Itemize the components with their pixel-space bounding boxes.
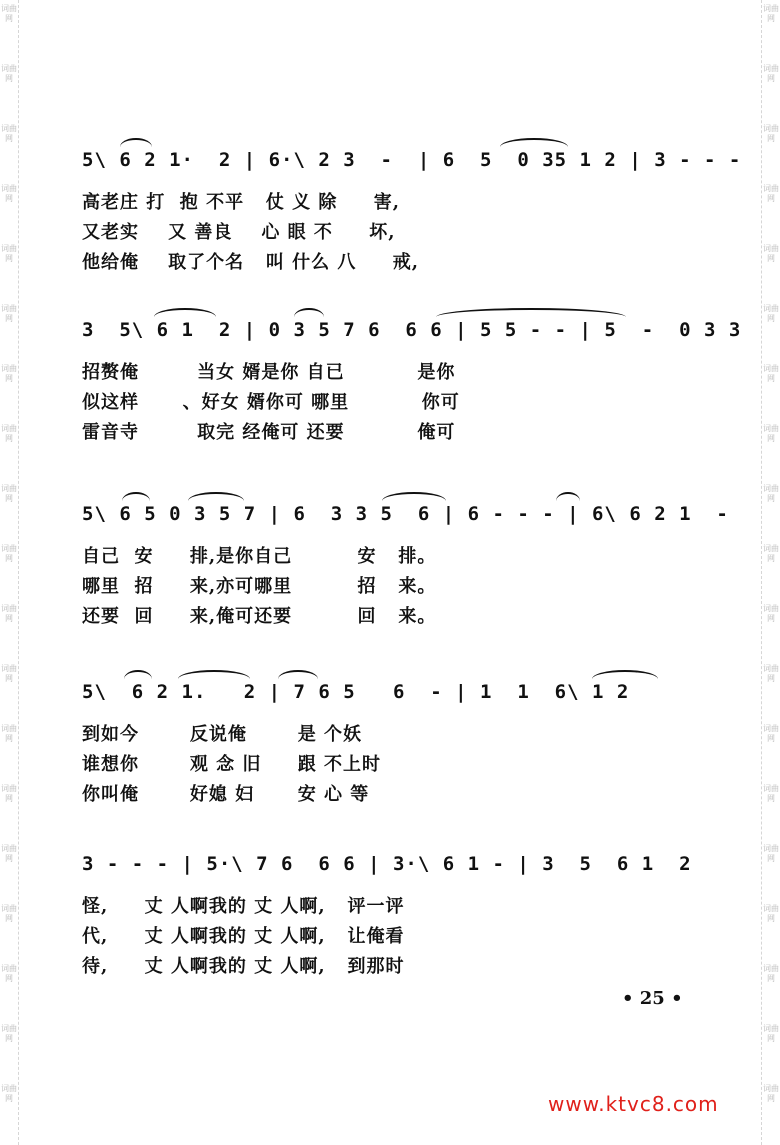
watermark-text: 词曲网 xyxy=(1,664,17,683)
lyric-line: 待, 丈 人啊我的 丈 人啊, 到那时 xyxy=(82,956,405,977)
lyric-line: 谁想你 观 念 旧 跟 不上时 xyxy=(82,754,381,775)
lyric-line: 他给俺 取了个名 叫 什么 八 戒, xyxy=(82,252,419,273)
watermark-text: 词曲网 xyxy=(1,424,17,443)
slur-mark xyxy=(294,308,324,326)
watermark-text: 词曲网 xyxy=(763,184,779,203)
slur-mark xyxy=(382,492,446,510)
lyric-line: 雷音寺 取完 经俺可 还要 俺可 xyxy=(82,422,456,443)
watermark-text: 词曲网 xyxy=(763,364,779,383)
watermark-text: 词曲网 xyxy=(1,1024,17,1043)
watermark-text: 词曲网 xyxy=(1,1084,17,1103)
watermark-text: 词曲网 xyxy=(763,724,779,743)
notation-line: 5\ 6 5 0 3 5 7 | 6 3 3 5 6 | 6 - - - | 6\ 6 2 1 - xyxy=(82,503,729,525)
watermark-text: 词曲网 xyxy=(763,64,779,83)
lyric-line: 代, 丈 人啊我的 丈 人啊, 让俺看 xyxy=(82,926,405,947)
lyric-line: 哪里 招 来,亦可哪里 招 来。 xyxy=(82,576,437,597)
lyric-line: 还要 回 来,俺可还要 回 来。 xyxy=(82,606,437,627)
watermark-text: 词曲网 xyxy=(763,1084,779,1103)
slur-mark xyxy=(122,492,150,510)
notation-line: 5\ 6 2 1. 2 | 7 6 5 6 - | 1 1 6\ 1 2 xyxy=(82,681,630,703)
watermark-text: 词曲网 xyxy=(1,544,17,563)
lyric-line: 自己 安 排,是你自己 安 排。 xyxy=(82,546,437,567)
watermark-text: 词曲网 xyxy=(1,184,17,203)
watermark-text: 词曲网 xyxy=(763,244,779,263)
watermark-text: 词曲网 xyxy=(763,964,779,983)
lyric-line: 高老庄 打 抱 不平 仗 义 除 害, xyxy=(82,192,400,213)
watermark-text: 词曲网 xyxy=(1,64,17,83)
page-number: • 25 • xyxy=(622,988,683,1009)
watermark-text: 词曲网 xyxy=(1,364,17,383)
watermark-text: 词曲网 xyxy=(763,544,779,563)
watermark-text: 词曲网 xyxy=(1,304,17,323)
notation-line: 3 5\ 6 1 2 | 0 3 5 7 6 6 6 | 5 5 - - | 5 - 0 3 3 xyxy=(82,319,742,341)
slur-mark xyxy=(500,138,568,156)
watermark-text: 词曲网 xyxy=(763,424,779,443)
notation-line: 5\ 6 2 1· 2 | 6·\ 2 3 - | 6 5 0 35 1 2 | 3 - - - xyxy=(82,149,742,171)
watermark-text: 词曲网 xyxy=(1,244,17,263)
watermark-text: 词曲网 xyxy=(1,484,17,503)
lyric-line: 你叫俺 好媳 妇 安 心 等 xyxy=(82,784,370,805)
watermark-text: 词曲网 xyxy=(1,124,17,143)
watermark-text: 词曲网 xyxy=(1,904,17,923)
slur-mark xyxy=(188,492,244,510)
watermark-text: 词曲网 xyxy=(1,4,17,23)
left-watermark-strip xyxy=(0,0,19,1145)
watermark-text: 词曲网 xyxy=(763,484,779,503)
watermark-text: 词曲网 xyxy=(763,784,779,803)
lyric-line: 招赘俺 当女 婿是你 自已 是你 xyxy=(82,362,456,383)
watermark-text: 词曲网 xyxy=(763,904,779,923)
slur-mark xyxy=(178,670,250,688)
lyric-line: 似这样 、好女 婿你可 哪里 你可 xyxy=(82,392,460,413)
watermark-text: 词曲网 xyxy=(763,664,779,683)
slur-mark xyxy=(278,670,318,688)
slur-mark xyxy=(120,138,152,156)
watermark-text: 词曲网 xyxy=(1,724,17,743)
slur-mark xyxy=(436,308,626,326)
watermark-text: 词曲网 xyxy=(1,964,17,983)
lyric-line: 到如今 反说俺 是 个妖 xyxy=(82,724,362,745)
watermark-text: 词曲网 xyxy=(763,844,779,863)
notation-line: 3 - - - | 5·\ 7 6 6 6 | 3·\ 6 1 - | 3 5 6 1 2 xyxy=(82,853,692,875)
right-watermark-strip xyxy=(761,0,780,1145)
slur-mark xyxy=(124,670,152,688)
watermark-text: 词曲网 xyxy=(1,784,17,803)
lyric-line: 又老实 又 善良 心 眼 不 坏, xyxy=(82,222,396,243)
watermark-text: 词曲网 xyxy=(763,1024,779,1043)
watermark-text: 词曲网 xyxy=(1,604,17,623)
site-watermark: www.ktvc8.com xyxy=(548,1092,719,1116)
slur-mark xyxy=(556,492,580,510)
watermark-text: 词曲网 xyxy=(763,304,779,323)
watermark-text: 词曲网 xyxy=(763,604,779,623)
slur-mark xyxy=(592,670,658,688)
watermark-text: 词曲网 xyxy=(763,4,779,23)
watermark-text: 词曲网 xyxy=(1,844,17,863)
watermark-text: 词曲网 xyxy=(763,124,779,143)
slur-mark xyxy=(154,308,216,326)
lyric-line: 怪, 丈 人啊我的 丈 人啊, 评一评 xyxy=(82,896,405,917)
